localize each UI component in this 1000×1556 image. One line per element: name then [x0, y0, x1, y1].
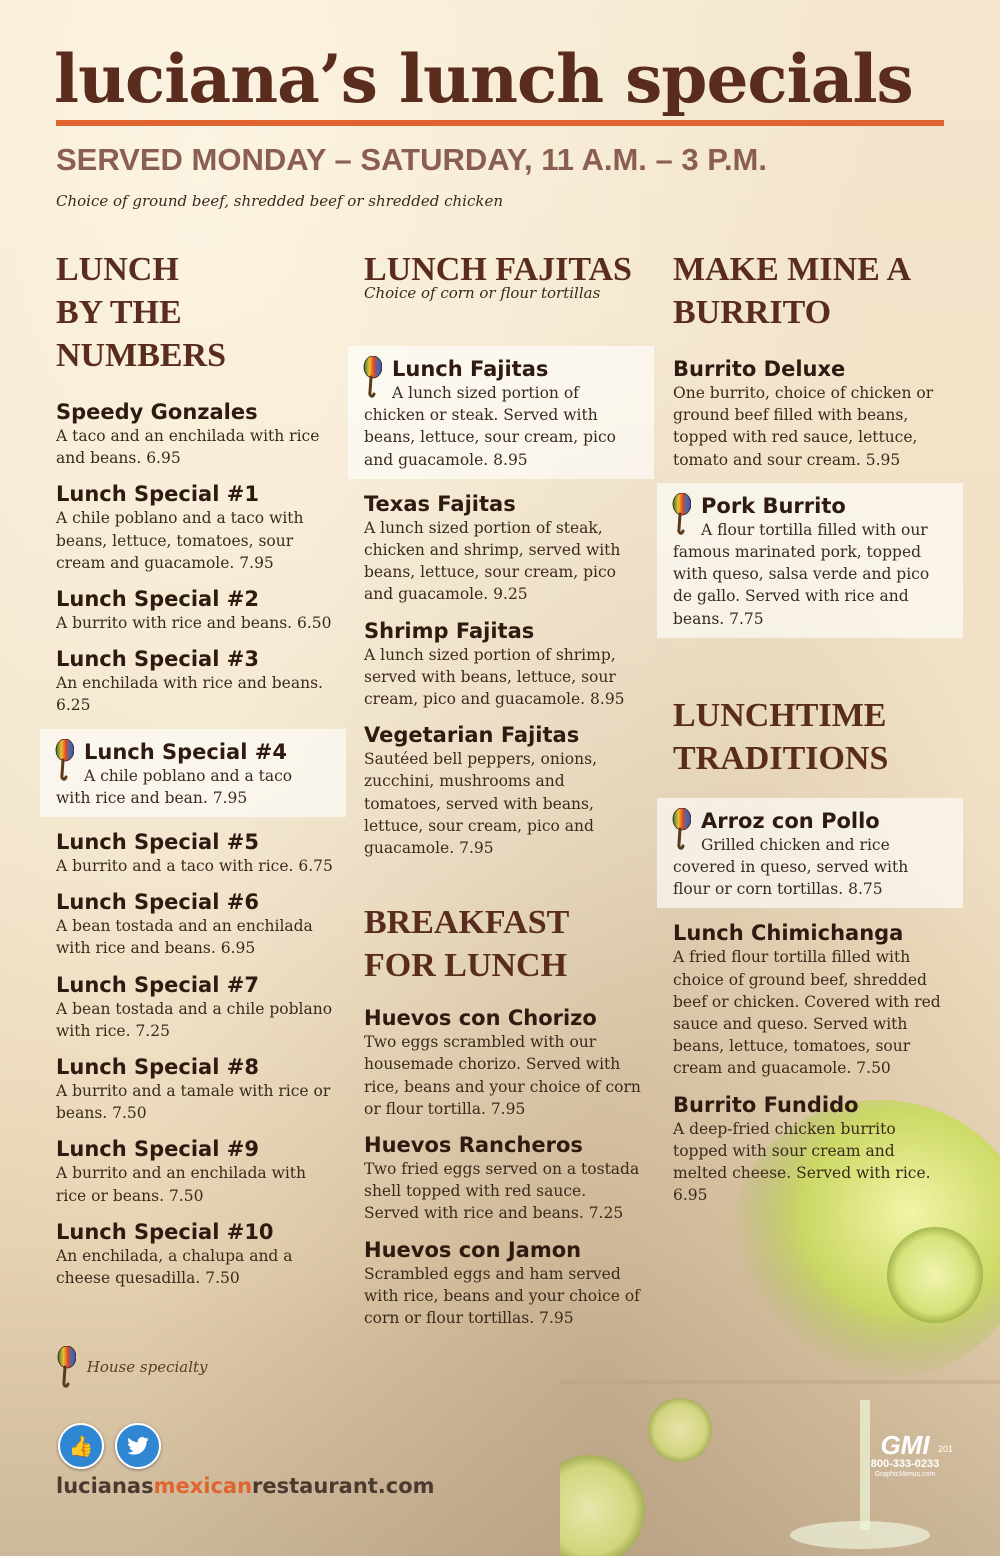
legend-label: House specialty	[86, 1358, 208, 1376]
page-title: luciana’s lunch specials	[54, 40, 913, 118]
section-title-line: FOR LUNCH	[364, 947, 568, 985]
menu-item-name: Speedy Gonzales	[56, 400, 258, 424]
menu-item-name: Lunch Fajitas	[392, 357, 549, 381]
menu-item-name: Lunch Special #7	[56, 972, 259, 997]
menu-item-name: Lunch Special #4	[84, 739, 287, 764]
menu-item-name: Lunch Chimichanga	[673, 921, 904, 946]
menu-item-name: Huevos con Chorizo	[364, 1006, 597, 1031]
section-title-line: BREAKFAST	[364, 904, 570, 942]
menu-item-name: Arroz con Pollo	[701, 808, 880, 833]
menu-item-description: Grilled chicken and rice covered in queso, served with flour or corn tortillas. 8.75	[673, 835, 909, 899]
menu-item	[364, 1132, 644, 1225]
menu-item-description: Two fried eggs served on a tostada shell topped with red sauce. Served with rice and beans. 7.25	[364, 1160, 640, 1223]
menu-item	[56, 1219, 336, 1289]
menu-item-description: A taco and an enchilada with rice and beans. 6.95	[56, 427, 320, 468]
menu-item-description: A lunch sized portion of steak, chicken and shrimp, served with beans, lettuce, sour cream, pico and guacamole. 9.25	[364, 518, 621, 604]
menu-item-house-specialty	[40, 729, 346, 817]
website-part: mexican	[153, 1474, 253, 1498]
menu-item-description: A burrito and an enchilada with rice or beans. 7.50	[56, 1164, 307, 1205]
menu-item	[673, 920, 953, 1079]
maraca-icon	[54, 739, 74, 783]
menu-item-description: A lunch sized portion of chicken or steak. Served with beans, lettuce, sour cream, pico and guacamole. 8.95	[364, 384, 616, 469]
title-divider	[56, 120, 944, 126]
section-title-lunch-fajitas: LUNCH FAJITAS	[364, 251, 632, 288]
menu-item	[56, 1136, 336, 1206]
menu-item-name: Lunch Special #3	[56, 647, 259, 672]
menu-item-name: Lunch Special #5	[56, 830, 259, 855]
menu-item-name: Burrito Fundido	[673, 1092, 859, 1117]
menu-item-list	[56, 399, 336, 1289]
menu-item-description: Scrambled eggs and ham served with rice, beans and your choice of corn or flour tortillas. 7.95	[364, 1264, 640, 1328]
menu-item-description: One burrito, choice of chicken or ground beef filled with beans, topped with red sauce, lettuce, tomato and sour cream. 5.95	[673, 384, 934, 469]
menu-item-house-specialty	[348, 346, 654, 479]
section-title-line: BY THE NUMBERS	[56, 294, 227, 374]
menu-item	[364, 491, 644, 606]
menu-item-name: Lunch Special #2	[56, 587, 259, 612]
column-lunch-by-numbers	[56, 248, 336, 1301]
maraca-icon	[671, 493, 691, 537]
section-title-line: LUNCHTIME	[673, 696, 887, 734]
menu-item	[56, 399, 336, 469]
menu-item-description: A flour tortilla filled with our famous marinated pork, topped with queso, salsa verde and pico de gallo. Served with rice and beans. 7.75	[673, 520, 930, 628]
tortilla-choice-note: Choice of corn or flour tortillas	[364, 284, 601, 302]
menu-item-description: A chile poblano and a taco with beans, lettuce, tomatoes, sour cream and guacamole. 7.95	[56, 509, 304, 572]
section-title-line: TRADITIONS	[673, 739, 889, 777]
gmi-logo-text: GMI	[880, 1430, 930, 1460]
menu-item	[56, 646, 336, 716]
menu-item-description: A bean tostada and an enchilada with rice and beans. 6.95	[56, 917, 313, 958]
website-link[interactable]	[56, 1474, 435, 1498]
section-title-line: MAKE MINE A	[673, 251, 911, 288]
menu-item-name: Vegetarian Fajitas	[364, 723, 580, 748]
menu-item-name: Burrito Deluxe	[673, 357, 846, 381]
menu-item-name: Texas Fajitas	[364, 491, 516, 516]
menu-item-list	[364, 346, 644, 859]
menu-item-name: Lunch Special #8	[56, 1055, 259, 1080]
maraca-icon	[56, 1346, 76, 1390]
menu-item-name: Huevos Rancheros	[364, 1133, 583, 1158]
bird-icon[interactable]	[115, 1423, 161, 1469]
menu-item-description: A lunch sized portion of shrimp, served with beans, lettuce, sour cream, pico and guacamole. 8.95	[364, 645, 625, 709]
menu-item	[364, 722, 644, 859]
website-part: lucianas	[56, 1474, 154, 1498]
maraca-icon	[671, 808, 691, 852]
menu-item-list	[673, 356, 953, 638]
menu-item-name: Lunch Special #10	[56, 1219, 274, 1244]
menu-item	[56, 586, 336, 634]
menu-item-description: A burrito with rice and beans. 6.50	[56, 614, 332, 633]
menu-item	[364, 1005, 644, 1120]
section-title-breakfast-for-lunch	[364, 901, 644, 987]
column-burritos-traditions	[673, 248, 953, 1218]
menu-item	[673, 1092, 953, 1207]
menu-item-name: Lunch Special #6	[56, 890, 259, 915]
column-fajitas-breakfast	[364, 248, 644, 1341]
website-part: restaurant.com	[252, 1474, 435, 1498]
section-title-lunch-by-numbers	[56, 248, 336, 377]
section-title-make-mine-a-burrito	[673, 248, 953, 334]
menu-item-name: Huevos con Jamon	[364, 1237, 582, 1262]
menu-item-name: Lunch Special #1	[56, 482, 259, 507]
menu-item-description: A burrito and a taco with rice. 6.75	[56, 857, 333, 876]
menu-item-description: An enchilada with rice and beans. 6.25	[56, 674, 323, 715]
menu-item-house-specialty	[657, 798, 963, 909]
menu-item-name: Lunch Special #9	[56, 1137, 259, 1162]
menu-item-description: Sautéed bell peppers, onions, zucchini, mushrooms and tomatoes, served with beans, lettuce, sour cream, pico and guacamole. 7.95	[364, 750, 597, 858]
menu-item-description: Two eggs scrambled with our housemade chorizo. Served with rice, beans and your choice of corn or flour tortilla. 7.95	[364, 1033, 641, 1118]
section-title-lunchtime-traditions	[673, 694, 953, 780]
menu-item-description: A bean tostada and a chile poblano with rice. 7.25	[56, 999, 333, 1040]
menu-item	[364, 618, 644, 711]
menu-item-list	[364, 1005, 644, 1329]
gmi-url: GraphicMenus.com	[874, 1471, 936, 1478]
menu-item-list	[673, 798, 953, 1207]
thumbs-up-icon[interactable]: 👍	[58, 1423, 104, 1469]
house-specialty-legend	[56, 1346, 208, 1390]
meat-choice-note: Choice of ground beef, shredded beef or shredded chicken	[56, 192, 504, 210]
section-title-line: BURRITO	[673, 294, 832, 331]
menu-item-name: Shrimp Fajitas	[364, 618, 535, 643]
maraca-icon	[362, 356, 382, 400]
menu-item	[56, 829, 336, 877]
menu-item	[364, 1237, 644, 1330]
section-title-line: LUNCH	[56, 251, 179, 288]
gmi-logo	[860, 1430, 954, 1479]
menu-item-description: A chile poblano and a taco with rice and bean. 7.95	[56, 766, 293, 807]
menu-item	[673, 356, 953, 471]
menu-item-description: An enchilada, a chalupa and a cheese quesadilla. 7.50	[56, 1246, 293, 1288]
gmi-year: 201	[938, 1444, 954, 1454]
menu-item-description: A fried flour tortilla filled with choice of ground beef, shredded beef or chicken. Covered with red sauce and queso. Served with beans, lettuce, tomatoes, sour cream and guacamole. 7.50	[673, 948, 941, 1078]
served-hours: SERVED MONDAY – SATURDAY, 11 A.M. – 3 P.M.	[56, 142, 767, 177]
menu-item-house-specialty	[657, 483, 963, 638]
menu-item	[56, 1054, 336, 1124]
menu-item	[56, 889, 336, 959]
menu-item-name: Pork Burrito	[701, 493, 846, 518]
menu-item-description: A burrito and a tamale with rice or beans. 7.50	[56, 1082, 331, 1123]
gmi-phone: 800-333-0233	[870, 1458, 940, 1470]
menu-item-description: A deep-fried chicken burrito topped with sour cream and melted cheese. Served with rice. 6.95	[673, 1119, 931, 1205]
menu-item	[56, 972, 336, 1042]
menu-item	[56, 481, 336, 574]
